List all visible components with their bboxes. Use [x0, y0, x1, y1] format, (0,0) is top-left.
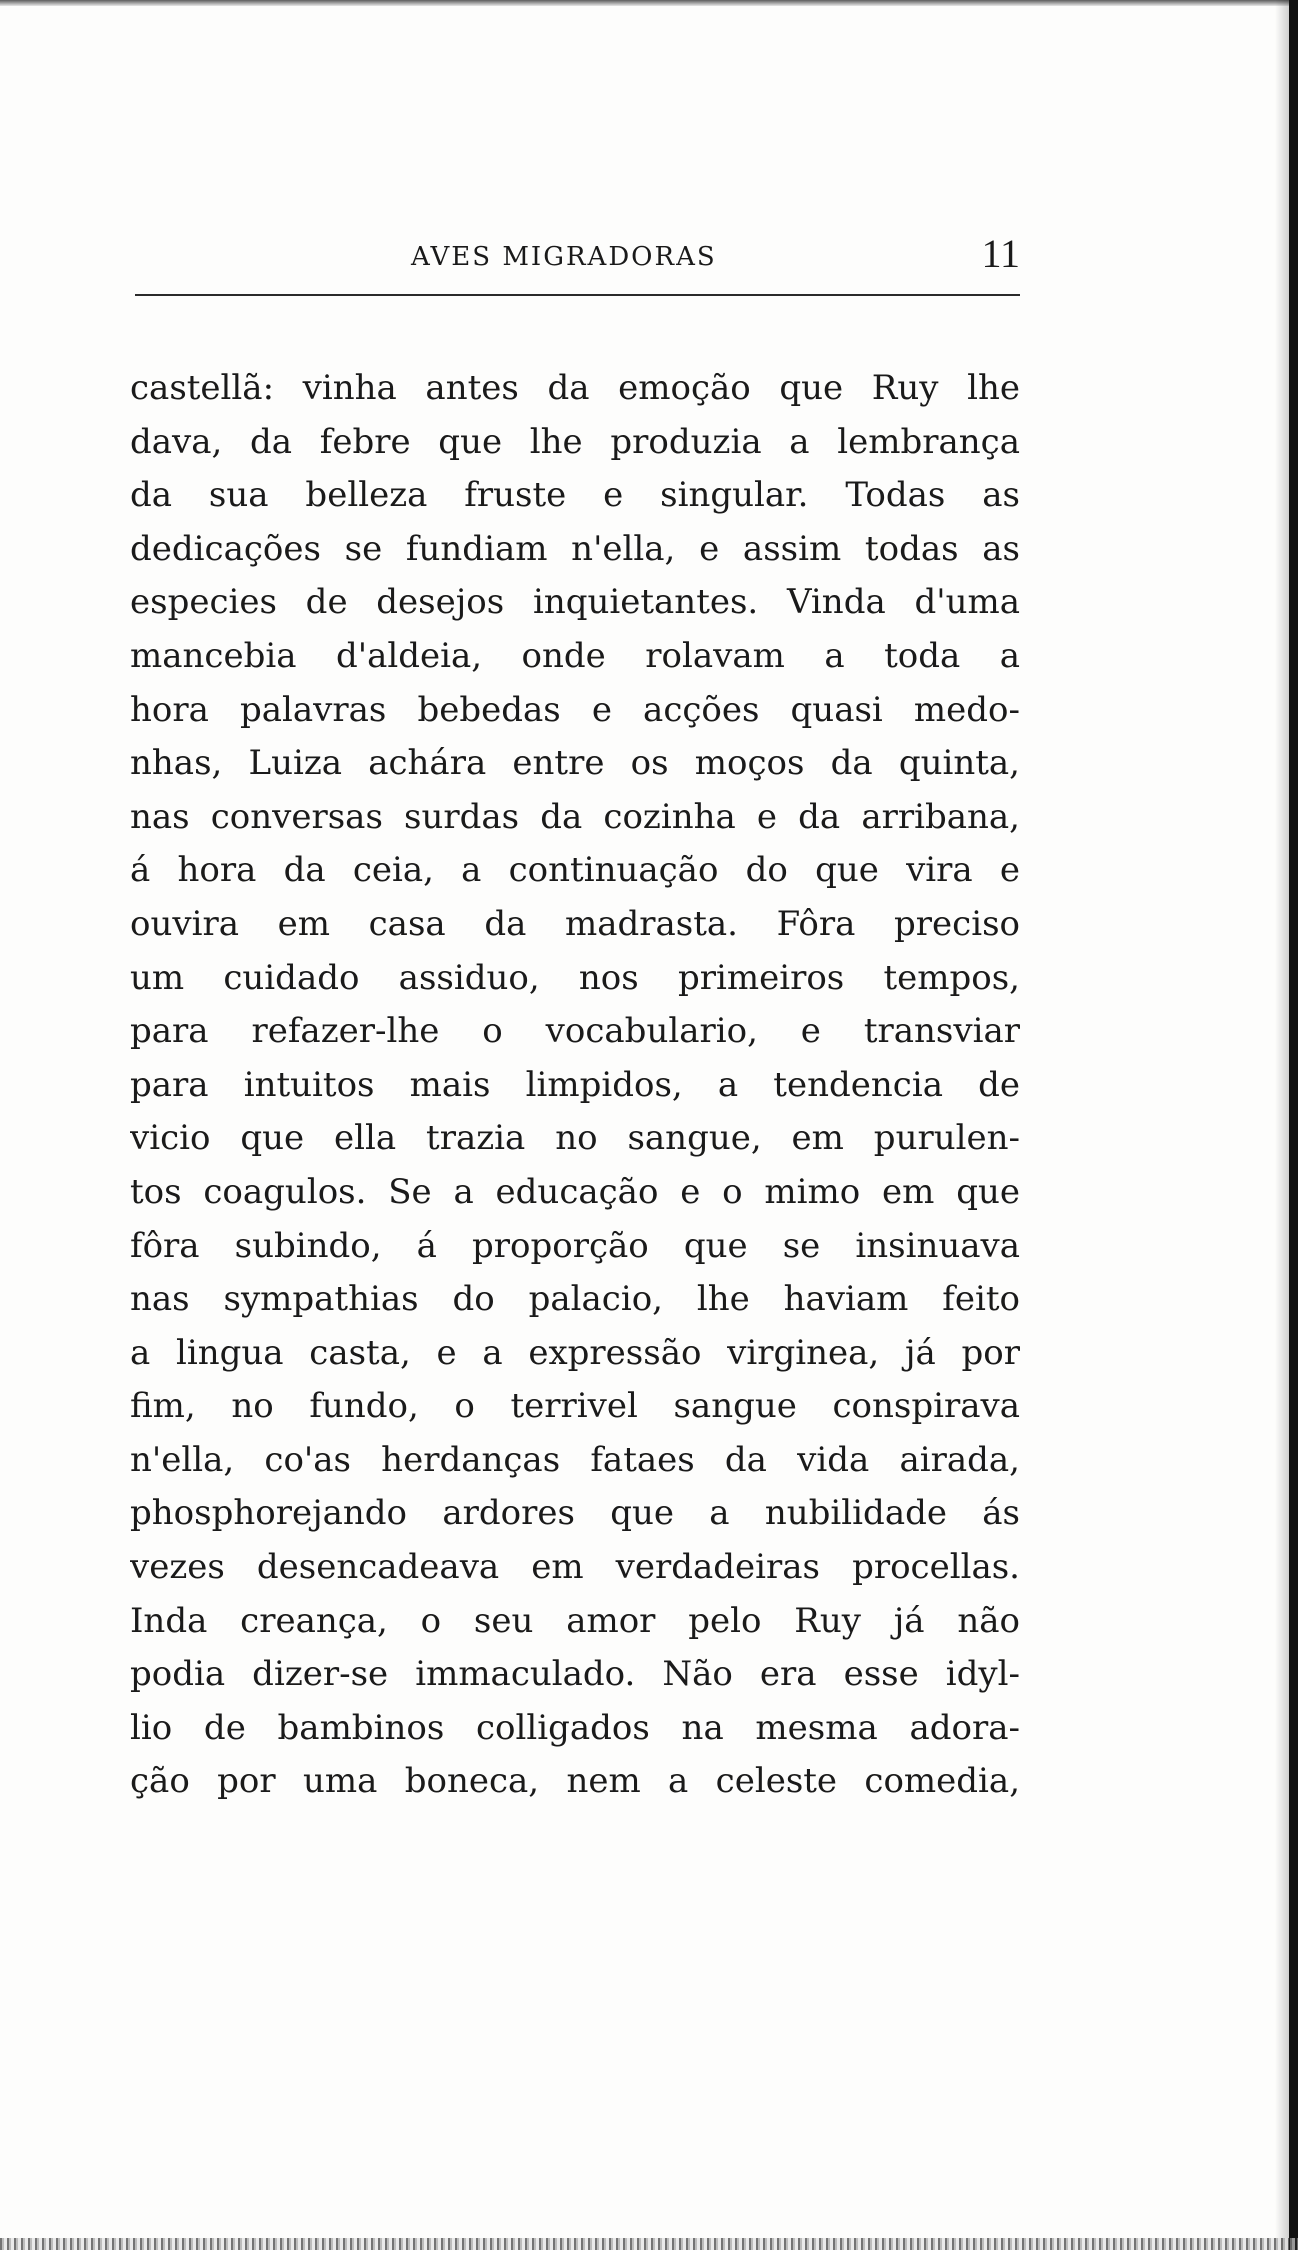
binding-shadow [1275, 0, 1289, 2250]
text-line: tos coagulos. Se a educação e o mimo em que [130, 1171, 1020, 1212]
text-line: nhas, Luiza achára entre os moços da quinta, [130, 743, 1020, 784]
text-line: ção por uma boneca, nem a celeste comedia, [130, 1761, 1020, 1802]
page-right-edge [1289, 0, 1298, 2250]
running-title: AVES MIGRADORAS [411, 242, 717, 272]
text-line: fim, no fundo, o terrivel sangue conspirava [130, 1386, 1020, 1427]
text-line: nas sympathias do palacio, lhe haviam feito [130, 1279, 1020, 1320]
text-line: um cuidado assiduo, nos primeiros tempos, [130, 957, 1020, 998]
running-head [135, 228, 1020, 280]
text-line: para refazer-lhe o vocabulario, e transviar [130, 1011, 1020, 1052]
text-line: ouvira em casa da madrasta. Fôra preciso [130, 903, 1020, 944]
text-line: castellã: vinha antes da emoção que Ruy lhe [130, 368, 1020, 408]
page-number: 11 [981, 231, 1020, 276]
header-rule [135, 294, 1020, 296]
text-line: vicio que ella trazia no sangue, em purulen- [130, 1118, 1020, 1159]
page-bottom-edge [0, 2238, 1298, 2250]
text-line: lio de bambinos colligados na mesma adora- [130, 1707, 1020, 1748]
text-line: especies de desejos inquietantes. Vinda d'uma [130, 582, 1020, 623]
text-line: hora palavras bebedas e acções quasi medo- [130, 689, 1020, 730]
text-line: dedicações se fundiam n'ella, e assim todas as [130, 528, 1020, 569]
text-line: n'ella, co'as herdanças fataes da vida airada, [130, 1439, 1020, 1480]
text-line: para intuitos mais limpidos, a tendencia de [130, 1064, 1020, 1105]
text-line: phosphorejando ardores que a nubilidade ás [130, 1493, 1020, 1534]
page-top-edge [0, 0, 1298, 6]
body-text [130, 362, 1020, 1809]
text-line: dava, da febre que lhe produzia a lembrança [130, 421, 1020, 462]
text-line: nas conversas surdas da cozinha e da arribana, [130, 796, 1020, 837]
text-line: da sua belleza fruste e singular. Todas as [130, 475, 1020, 516]
text-line: podia dizer-se immaculado. Não era esse idyl- [130, 1654, 1020, 1695]
text-line: fôra subindo, á proporção que se insinuava [130, 1225, 1020, 1266]
text-line: Inda creança, o seu amor pelo Ruy já não [130, 1600, 1020, 1641]
text-line: á hora da ceia, a continuação do que vira e [130, 850, 1020, 891]
text-line: mancebia d'aldeia, onde rolavam a toda a [130, 635, 1020, 676]
text-line: a lingua casta, e a expressão virginea, já por [130, 1332, 1020, 1373]
text-line: vezes desencadeava em verdadeiras procellas. [130, 1547, 1020, 1588]
